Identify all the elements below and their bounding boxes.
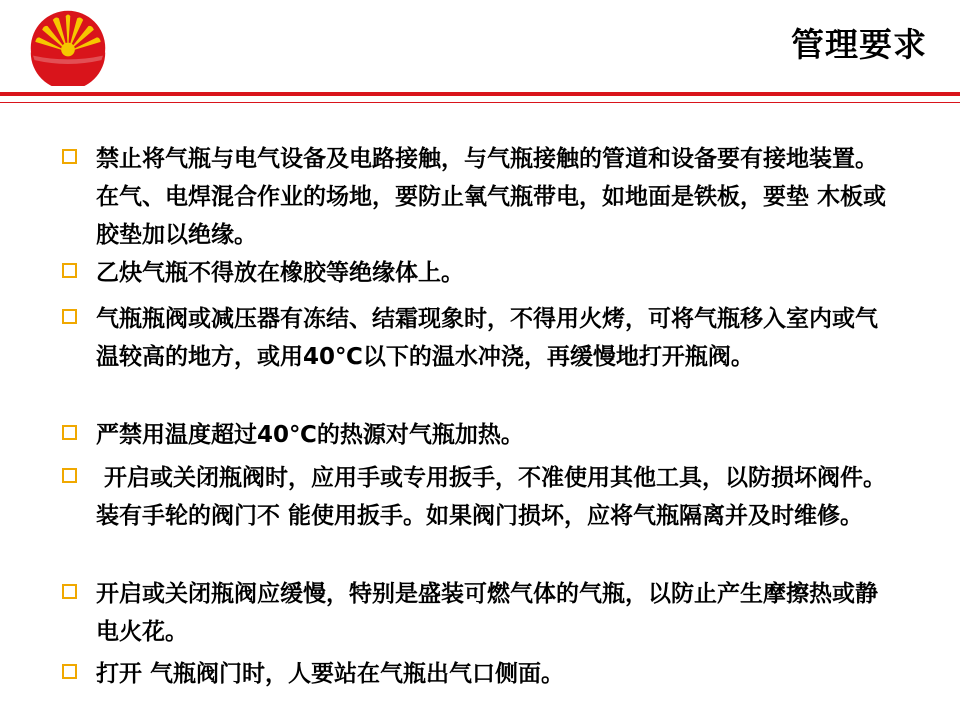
square-bullet-icon xyxy=(62,468,77,483)
square-bullet-icon xyxy=(62,584,77,599)
bullet-text: 打开 气瓶阀门时，人要站在气瓶出气口侧面。 xyxy=(96,661,565,687)
bullet-text: 严禁用温度超过40℃的热源对气瓶加热。 xyxy=(96,422,524,448)
bullet-text: 开启或关闭瓶阀时，应用手或专用扳手，不准使用其他工具，以防损坏阀件。装有手轮的阀门不 能使用扳手。如果阀门损坏，应将气瓶隔离并及时维修。 xyxy=(96,465,887,529)
bullet-text: 禁止将气瓶与电气设备及电路接触，与气瓶接触的管道和设备要有接地装置。在气、电焊混合作业的场地，要防止氧气瓶带电，如地面是铁板，要垫 木板或胶垫加以绝缘。 xyxy=(96,146,887,248)
page-title: 管理要求 xyxy=(791,25,927,64)
bullet-text: 乙炔气瓶不得放在橡胶等绝缘体上。 xyxy=(96,260,464,286)
square-bullet-icon xyxy=(62,425,77,440)
square-bullet-icon xyxy=(62,309,77,324)
square-bullet-icon xyxy=(62,664,77,679)
square-bullet-icon xyxy=(62,149,77,164)
bullet-text: 气瓶瓶阀或减压器有冻结、结霜现象时，不得用火烤，可将气瓶移入室内或气温较高的地方，或用40℃以下的温水冲浇，再缓慢地打开瓶阀。 xyxy=(96,306,878,370)
bullet-text: 开启或关闭瓶阀应缓慢，特别是盛装可燃气体的气瓶，以防止产生摩擦热或静电火花。 xyxy=(96,581,878,645)
square-bullet-icon xyxy=(62,263,77,278)
